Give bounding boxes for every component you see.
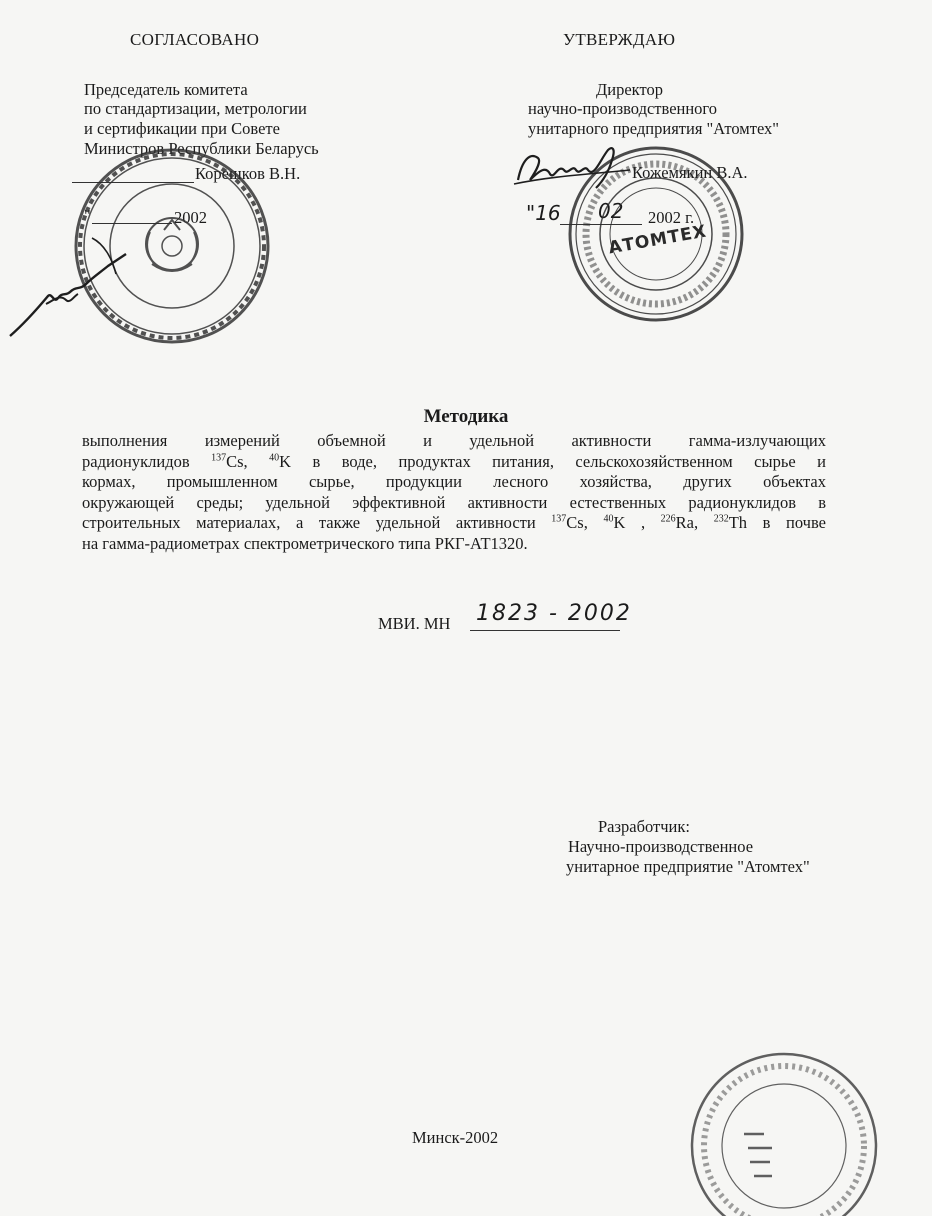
description-line-1: выполнения измерений объемной и удельной активности гамма-излучающих xyxy=(82,431,826,450)
agreed-heading: СОГЛАСОВАНО xyxy=(130,30,260,49)
document-title: Методика xyxy=(423,406,509,427)
description-line-4: окружающей среды; удельной эффективной активности естественных радионуклидов в xyxy=(82,492,826,512)
registration-line xyxy=(470,630,620,631)
left-line-3: и сертификации при Совете xyxy=(84,119,280,138)
developer-line-1: Научно-производственное xyxy=(568,837,754,856)
description-line-2: радионуклидов $^{137}$Cs, $^{40}$K в воде, продуктах питания, сельскохозяйственном сырье и xyxy=(82,451,826,471)
left-handwritten-signature xyxy=(8,234,128,344)
bottom-partial-stamp xyxy=(684,1046,884,1216)
right-seal-text: АТОМТЕХ xyxy=(607,221,709,259)
right-line-1: Директор xyxy=(596,80,663,99)
right-date-month: 02 xyxy=(598,199,624,223)
approve-heading: УТВЕРЖДАЮ xyxy=(563,30,676,49)
description-line-3: кормах, промышленном сырье, продукции лесного хозяйства, других объектах xyxy=(82,472,826,491)
left-signer-name: Корешков В.Н. xyxy=(195,164,301,183)
footer-place-year: Минск-2002 xyxy=(412,1128,499,1147)
right-date-year: 2002 г. xyxy=(648,208,695,227)
description-line-6: на гамма-радиометрах спектрометрического типа РКГ-АТ1320. xyxy=(82,533,528,553)
left-line-1: Председатель комитета xyxy=(84,80,248,99)
right-signer-name: Кожемякин В.А. xyxy=(632,163,748,182)
registration-prefix: МВИ. МН xyxy=(378,614,451,633)
left-line-2: по стандартизации, метрологии xyxy=(84,99,307,118)
developer-line-2: унитарное предприятие "Атомтех" xyxy=(566,857,810,876)
left-date-year: 2002 xyxy=(174,208,207,227)
right-line-2: научно-производственного xyxy=(528,99,718,118)
left-date-quote: " xyxy=(84,206,91,225)
right-line-3: унитарного предприятия "Атомтех" xyxy=(528,119,780,138)
registration-number: 1823 - 2002 xyxy=(476,601,632,626)
right-handwritten-signature xyxy=(512,140,632,200)
right-date-day: "16 xyxy=(526,201,561,225)
document-description xyxy=(82,431,826,554)
left-line-4: Министров Республики Беларусь xyxy=(84,139,319,158)
developer-label: Разработчик: xyxy=(598,817,690,836)
description-line-5: строительных материалах, а также удельной активности $^{137}$Cs, $^{40}$K , $^{226}$Ra, $^{232}$Th в почве xyxy=(82,513,826,532)
